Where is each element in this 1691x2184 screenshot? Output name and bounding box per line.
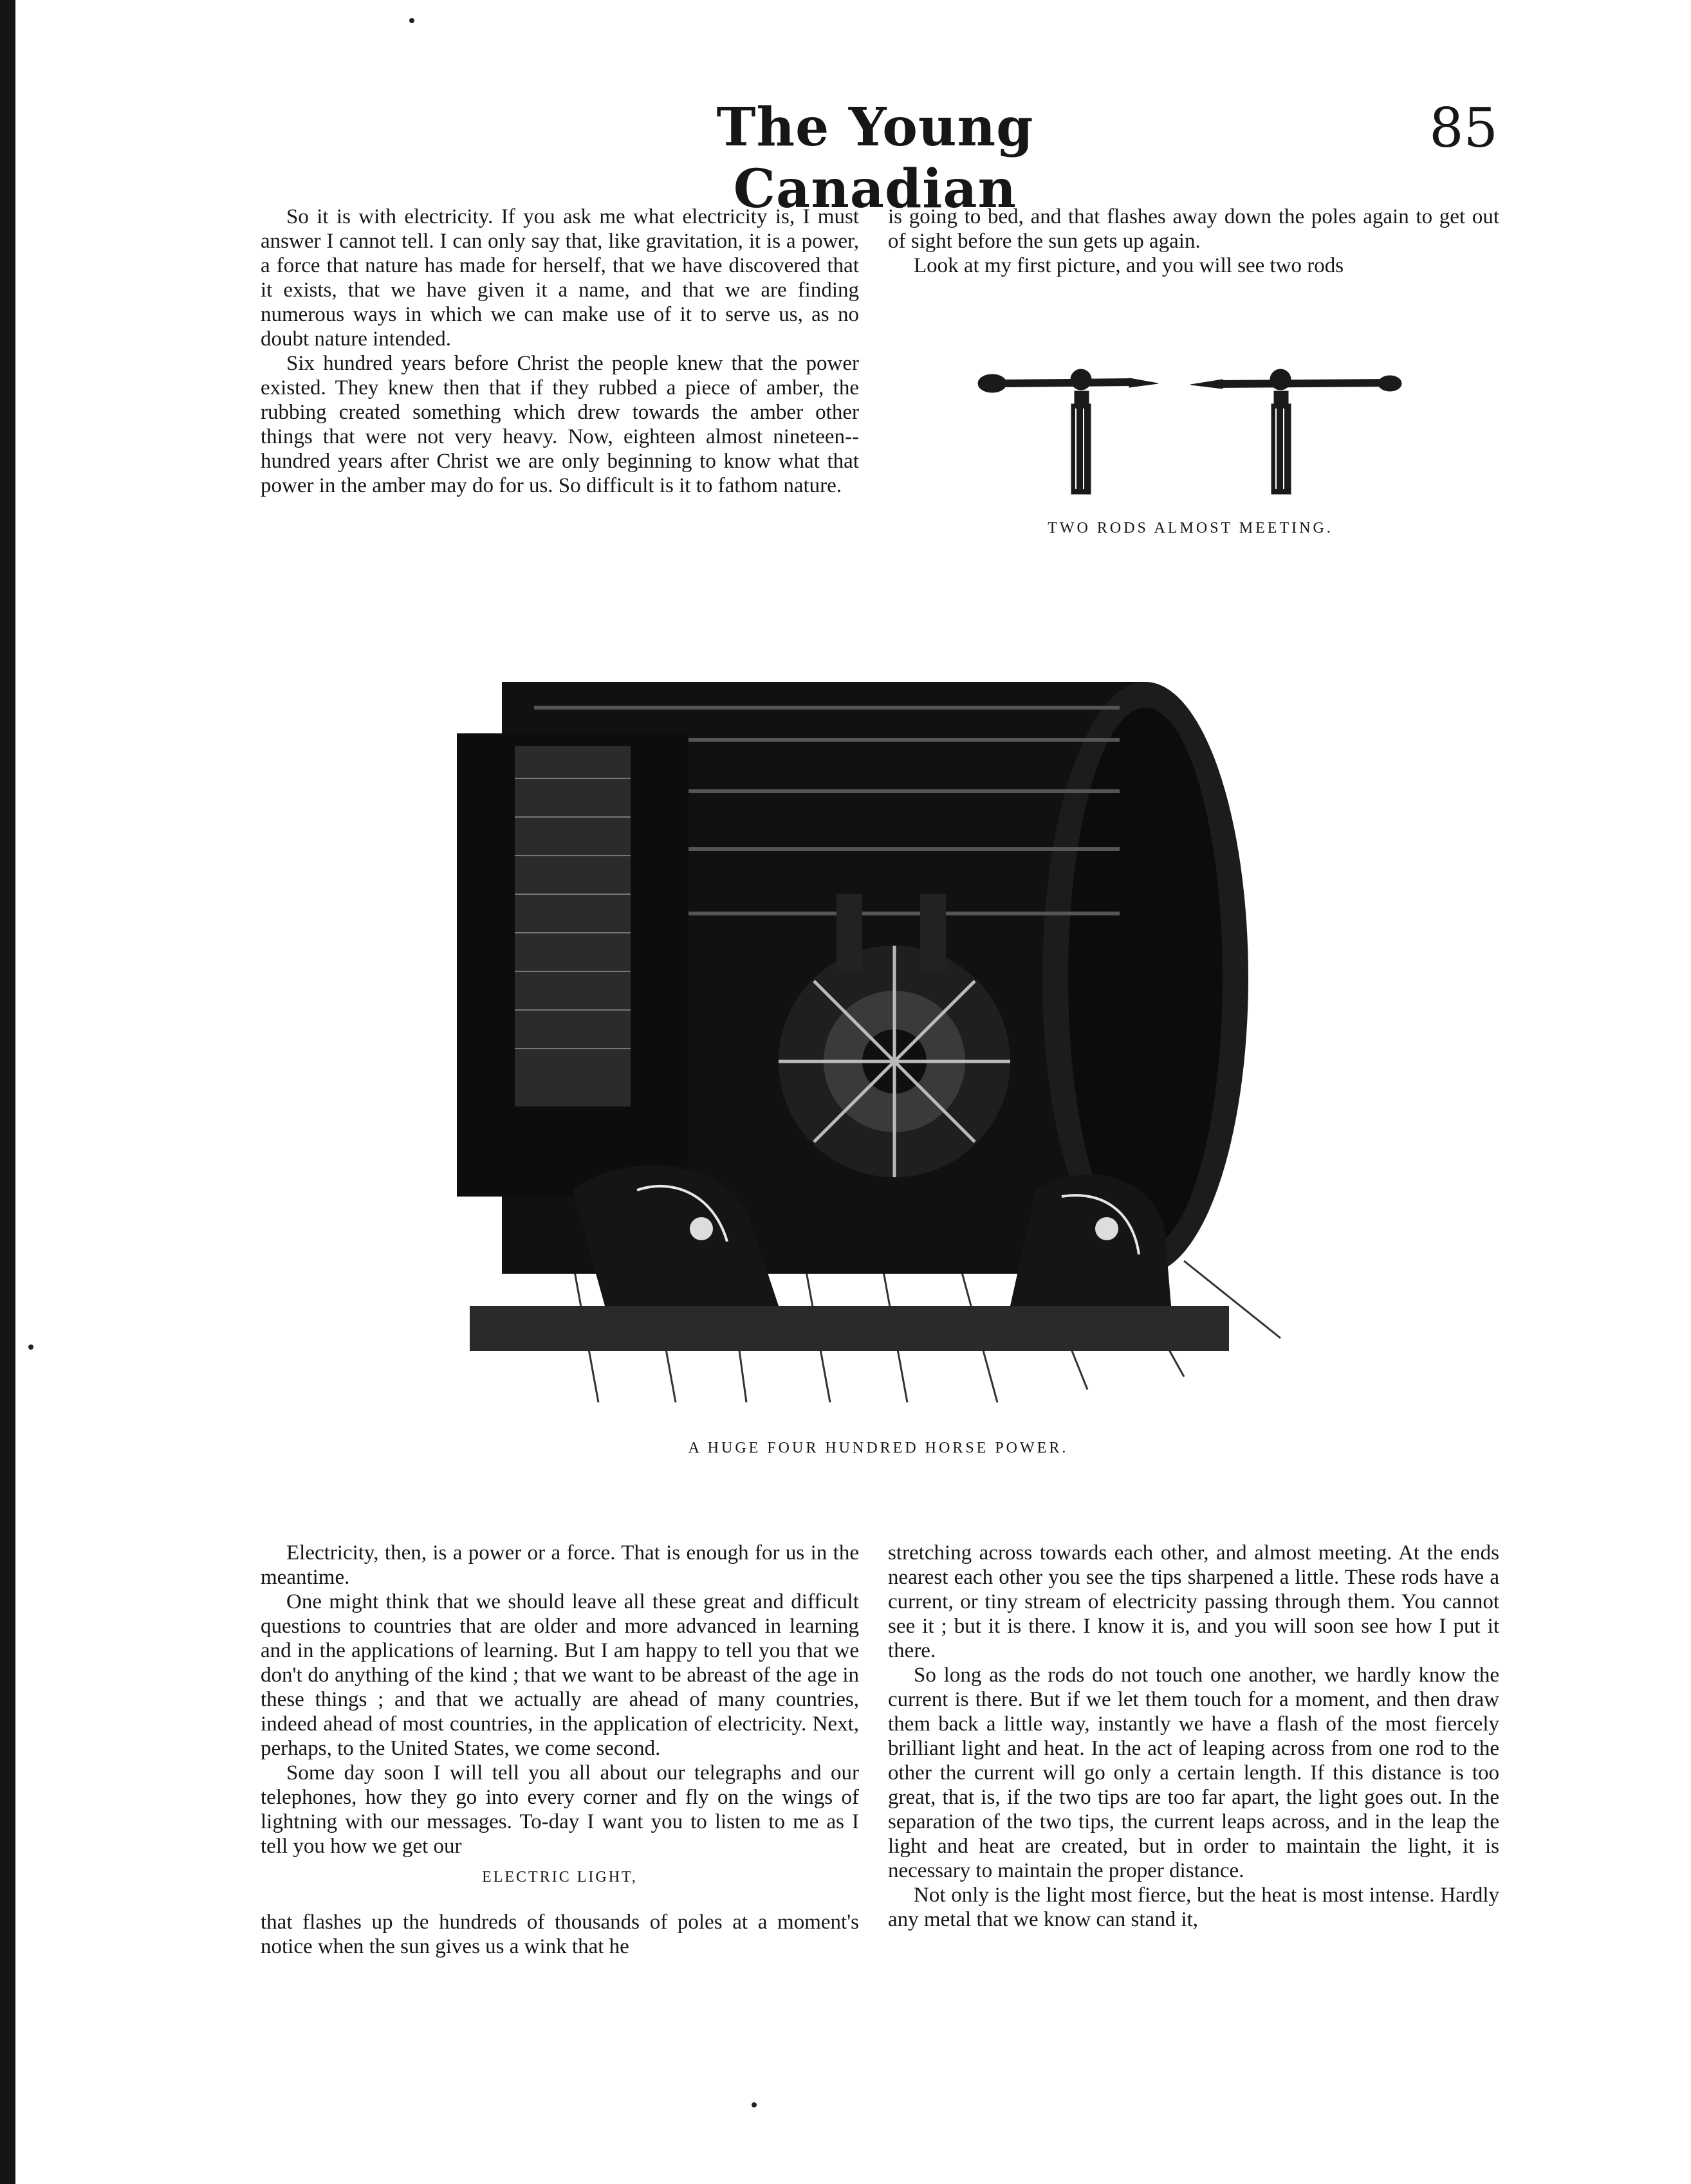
paragraph: that flashes up the hundreds of thousands of poles at a moment's notice when the sun gives us a wink that he [261, 1911, 859, 1958]
dynamo-illustration [444, 663, 1313, 1415]
rods-caption: TWO RODS ALMOST MEETING. [1048, 520, 1333, 537]
paragraph: So it is with electricity. If you ask me what electricity is, I must answer I cannot tell. I can only say that, like gravitation, it is a power, a force that nature has made for herself, that we have discovered that it exists, that we have given it a name, and that we are finding numerous ways in which we can make use of it to serve us, as no doubt nature intended. [261, 205, 859, 351]
page-title: The Young Canadian [716, 96, 1034, 220]
printing-speck [752, 2102, 757, 2107]
section-subheading: ELECTRIC LIGHT, [482, 1869, 638, 1886]
paragraph: is going to bed, and that flashes away down the poles again to get out of sight before the sun gets up again. [888, 205, 1499, 253]
paragraph: stretching across towards each other, and almost meeting. At the ends nearest each other you see the tips sharpened a little. These rods have a current, or tiny stream of electricity passing through them. You cannot see it ; but it is there. I know it is, and you will soon see how I put it there. [888, 1541, 1499, 1662]
paragraph: So long as the rods do not touch one another, we hardly know the current is there. But if we let them touch for a moment, and then draw them back a little way, instantly we have a flash of the most fiercely brilliant light and heat. In the act of leaping across from one rod to the other the current will go only a certain length. If this distance is too great, that is, if the two tips are too far apart, the light goes out. In the separation of the two tips, the current leaps across, and in the leap the light and heat are created, but in order to maintain the light, it is necessary to maintain the proper distance. [888, 1664, 1499, 1882]
printing-speck [28, 1344, 33, 1350]
top-left-column [261, 205, 859, 498]
dynamo-caption: A HUGE FOUR HUNDRED HORSE POWER. [688, 1440, 1069, 1456]
bottom-left-column [261, 1541, 859, 1959]
paragraph: Some day soon I will tell you all about our telegraphs and our telephones, how they go into every corner and fly on the wings of lightning with our messages. To-day I want you to listen to me as I tell you how we get our [261, 1761, 859, 1858]
top-right-column [888, 205, 1499, 278]
bottom-right-column [888, 1541, 1499, 1932]
paragraph: Not only is the light most fierce, but the heat is most intense. Hardly any metal that we know can stand it, [888, 1884, 1499, 1931]
paragraph: Electricity, then, is a power or a force. That is enough for us in the meantime. [261, 1541, 859, 1589]
paragraph: One might think that we should leave all these great and difficult questions to countries that are older and more advanced in learning and in the applications of learning. But I am happy to tell you that we don't do anything of the kind ; that we want to be abreast of the age in these things ; and that we actually are ahead of many countries, indeed ahead of most countries, in the application of electricity. Next, perhaps, to the United States, we come second. [261, 1590, 859, 1760]
paragraph: Six hundred years before Christ the people knew that the power existed. They knew then that if they rubbed a piece of amber, the rubbing created something which drew towards the amber other things that were not very heavy. Now, eighteen almost nineteen-- hundred years after Christ we are only beginning to know what that power in the amber may do for us. So difficult is it to fathom nature. [261, 352, 859, 497]
page-number: 85 [1429, 96, 1498, 160]
two-rods-illustration [965, 360, 1416, 502]
page-edge-shadow [0, 0, 15, 2184]
printing-speck [409, 18, 414, 23]
paragraph: Look at my first picture, and you will see two rods [914, 254, 1344, 277]
